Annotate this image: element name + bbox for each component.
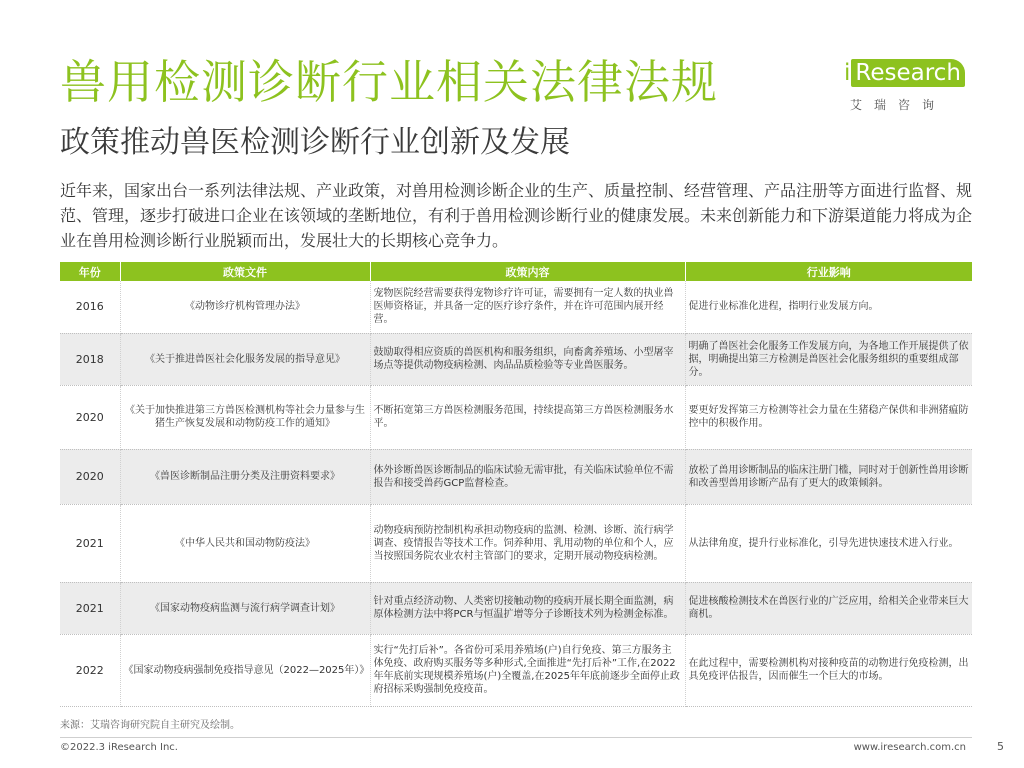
row-document: 《关于加快推进第三方兽医检测机构等社会力量参与生猪生产恢复发展和动物防疫工作的通知》 — [120, 385, 370, 449]
row-content: 动物疫病预防控制机构承担动物疫病的监测、检测、诊断、流行病学调查、疫情报告等技术工作。饲养种用、乳用动物的单位和个人，应当按照国务院农业农村主管部门的要求，定期开展动物疫病检测。 — [370, 504, 685, 582]
header-year: 年份 — [60, 262, 120, 281]
row-document: 《动物诊疗机构管理办法》 — [120, 281, 370, 333]
row-document: 《关于推进兽医社会化服务发展的指导意见》 — [120, 333, 370, 385]
row-year: 2018 — [60, 333, 120, 385]
table-row — [60, 582, 972, 634]
row-content: 宠物医院经营需要获得宠物诊疗许可证，需要拥有一定人数的执业兽医师资格证，并具备一定的医疗诊疗条件，并在许可范围内展开经营。 — [370, 281, 685, 333]
logo-i: i — [844, 60, 851, 86]
table-row — [60, 449, 972, 504]
footer-divider — [60, 737, 972, 738]
header-impact: 行业影响 — [685, 262, 972, 281]
header-document: 政策文件 — [120, 262, 370, 281]
row-impact: 促进核酸检测技术在兽医行业的广泛应用，给相关企业带来巨大商机。 — [685, 582, 972, 634]
table-row — [60, 281, 972, 333]
row-year: 2020 — [60, 449, 120, 504]
row-impact: 明确了兽医社会化服务工作发展方向，为各地工作开展提供了依据，明确提出第三方检测是兽医社会化服务组织的重要组成部分。 — [685, 333, 972, 385]
row-document: 《兽医诊断制品注册分类及注册资料要求》 — [120, 449, 370, 504]
row-content: 体外诊断兽医诊断制品的临床试验无需审批，有关临床试验单位不需报告和接受兽药GCP监督检查。 — [370, 449, 685, 504]
row-impact: 要更好发挥第三方检测等社会力量在生猪稳产保供和非洲猪瘟防控中的积极作用。 — [685, 385, 972, 449]
row-content: 不断拓宽第三方兽医检测服务范围，持续提高第三方兽医检测服务水平。 — [370, 385, 685, 449]
table-row — [60, 385, 972, 449]
copyright-text: ©2022.3 iResearch Inc. — [60, 742, 178, 753]
table-row — [60, 333, 972, 385]
row-impact: 放松了兽用诊断制品的临床注册门槛，同时对于创新性兽用诊断和改善型兽用诊断产品有了更大的政策倾斜。 — [685, 449, 972, 504]
row-document: 《中华人民共和国动物防疫法》 — [120, 504, 370, 582]
table-row — [60, 504, 972, 582]
row-impact: 促进行业标准化进程，指明行业发展方向。 — [685, 281, 972, 333]
row-document: 《国家动物疫病监测与流行病学调查计划》 — [120, 582, 370, 634]
row-year: 2016 — [60, 281, 120, 333]
iresearch-logo — [844, 52, 974, 120]
table-header-row — [60, 262, 972, 281]
website-link[interactable]: www.iresearch.com.cn — [853, 742, 966, 753]
intro-paragraph: 近年来，国家出台一系列法律法规、产业政策，对兽用检测诊断企业的生产、质量控制、经营管理、产品注册等方面进行监督、规范、管理，逐步打破进口企业在该领域的垄断地位，有利于兽用检测诊断行业的健康发展。未来创新能力和下游渠道能力将成为企业在兽用检测诊断行业脱颖而出，发展壮大的长期核心竞争力。 — [60, 181, 973, 250]
header-content: 政策内容 — [370, 262, 685, 281]
page-title: 兽用检测诊断行业相关法律法规 — [60, 55, 718, 109]
policy-table — [60, 262, 972, 707]
page-number: 5 — [997, 740, 1004, 753]
row-content: 实行“先打后补”。各省份可采用养殖场(户)自行免疫、第三方服务主体免疫、政府购买服务等多种形式,全面推进“先打后补”工作,在2022年年底前实现规模养殖场(户)全覆盖,在2025年年底前逐步全面停止政府招标采购强制免疫疫苗。 — [370, 634, 685, 706]
row-year: 2021 — [60, 504, 120, 582]
row-impact: 从法律角度，提升行业标准化，引导先进快速技术进入行业。 — [685, 504, 972, 582]
table-row — [60, 634, 972, 706]
row-impact: 在此过程中，需要检测机构对接种疫苗的动物进行免疫检测，出具免疫评估报告，因而催生一个巨大的市场。 — [685, 634, 972, 706]
row-content: 针对重点经济动物、人类密切接触动物的疫病开展长期全面监测，病原体检测方法中将PCR与恒温扩增等分子诊断技术列为检测金标准。 — [370, 582, 685, 634]
logo-chinese: 艾瑞咨询 — [850, 98, 947, 112]
row-year: 2020 — [60, 385, 120, 449]
row-content: 鼓励取得相应资质的兽医机构和服务组织，向畜禽养殖场、小型屠宰场点等提供动物疫病检测、肉品品质检验等专业兽医服务。 — [370, 333, 685, 385]
page-subtitle: 政策推动兽医检测诊断行业创新及发展 — [60, 125, 570, 160]
logo-research: Research — [851, 59, 965, 87]
row-year: 2021 — [60, 582, 120, 634]
row-year: 2022 — [60, 634, 120, 706]
logo-wordmark — [844, 58, 965, 88]
row-document: 《国家动物疫病强制免疫指导意见（2022—2025年）》 — [120, 634, 370, 706]
source-note: 来源：艾瑞咨询研究院自主研究及绘制。 — [60, 720, 240, 731]
